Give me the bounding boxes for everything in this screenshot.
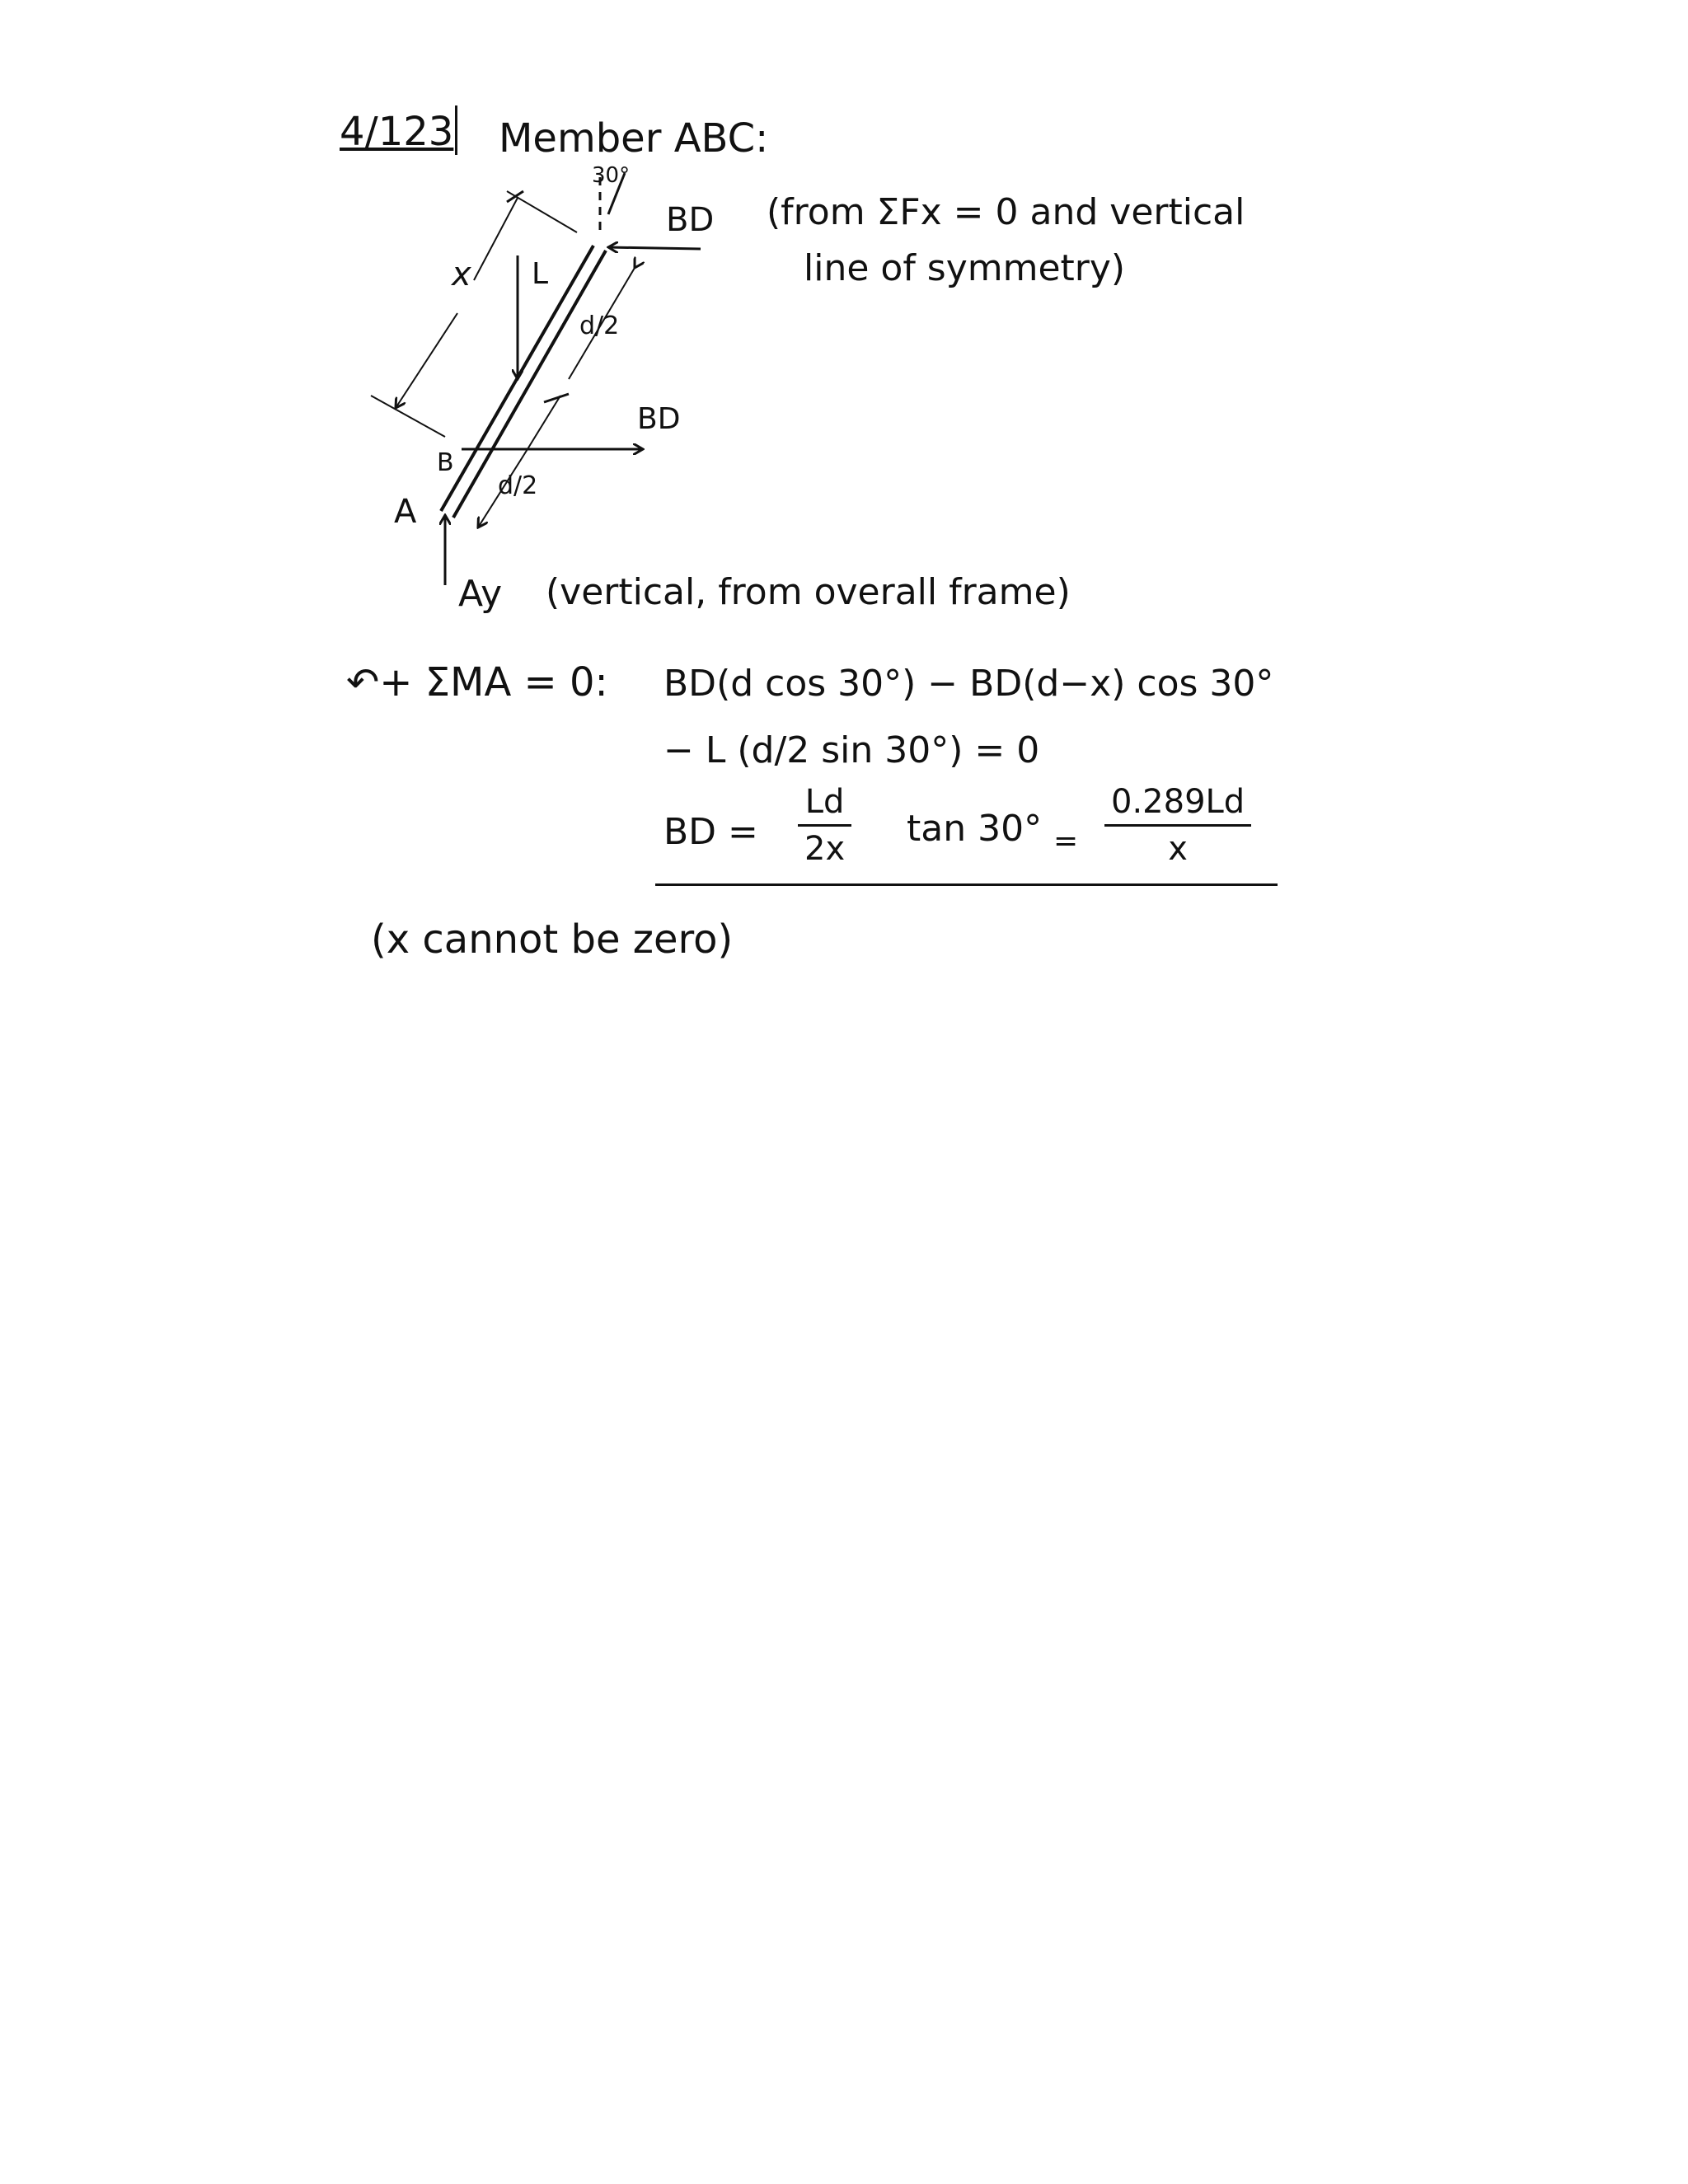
x-dimension-ext-top (507, 191, 577, 232)
fraction-2-numerator: 0.289Ld (1111, 783, 1245, 821)
bd-mid-label: BD (637, 402, 681, 436)
answer-underline (655, 883, 1278, 886)
fraction-1-bar (798, 824, 851, 827)
equation-line-2: − L (d/2 sin 30°) = 0 (663, 729, 1040, 771)
equals-sign: = (1053, 824, 1079, 858)
d2-upper-label: d/2 (579, 312, 620, 340)
problem-number: 4/123 (340, 109, 454, 155)
angle-label: 30° (592, 163, 631, 188)
fraction-result (1104, 783, 1251, 868)
x-dimension-label: x (452, 255, 471, 293)
note-line-1: (from ΣFx = 0 and vertical (767, 191, 1245, 233)
bd-top-arrow (608, 247, 701, 249)
note-line-2: line of symmetry) (804, 247, 1126, 289)
fraction-1-numerator: Ld (804, 783, 845, 821)
x-dimension-lower (396, 313, 457, 408)
x-dimension-ext-bottom (371, 396, 445, 437)
d2-lower-label: d/2 (498, 471, 538, 500)
l-force-label: L (532, 257, 549, 291)
member-title: Member ABC: (499, 115, 769, 162)
moment-equation-label: ↶+ ΣMA = 0: (346, 659, 608, 705)
fraction-2-denominator: x (1168, 830, 1188, 868)
b-point-label: B (437, 448, 454, 477)
equation-line-1: BD(d cos 30°) − BD(d−x) cos 30° (663, 663, 1274, 705)
fraction-2-bar (1104, 824, 1251, 827)
x-dimension-upper (474, 198, 518, 280)
footnote: (x cannot be zero) (371, 916, 734, 963)
d2-mid-dim (528, 396, 560, 449)
fraction-1-denominator: 2x (804, 830, 846, 868)
fraction-ld-over-2x (798, 783, 851, 868)
bd-equals-label: BD = (663, 811, 758, 853)
tan-term: tan 30° (907, 808, 1043, 850)
ay-note: (vertical, from overall frame) (546, 571, 1071, 613)
bd-top-label: BD (666, 201, 715, 239)
a-point-label: A (394, 493, 417, 531)
ay-force-label: Ay (458, 573, 503, 615)
